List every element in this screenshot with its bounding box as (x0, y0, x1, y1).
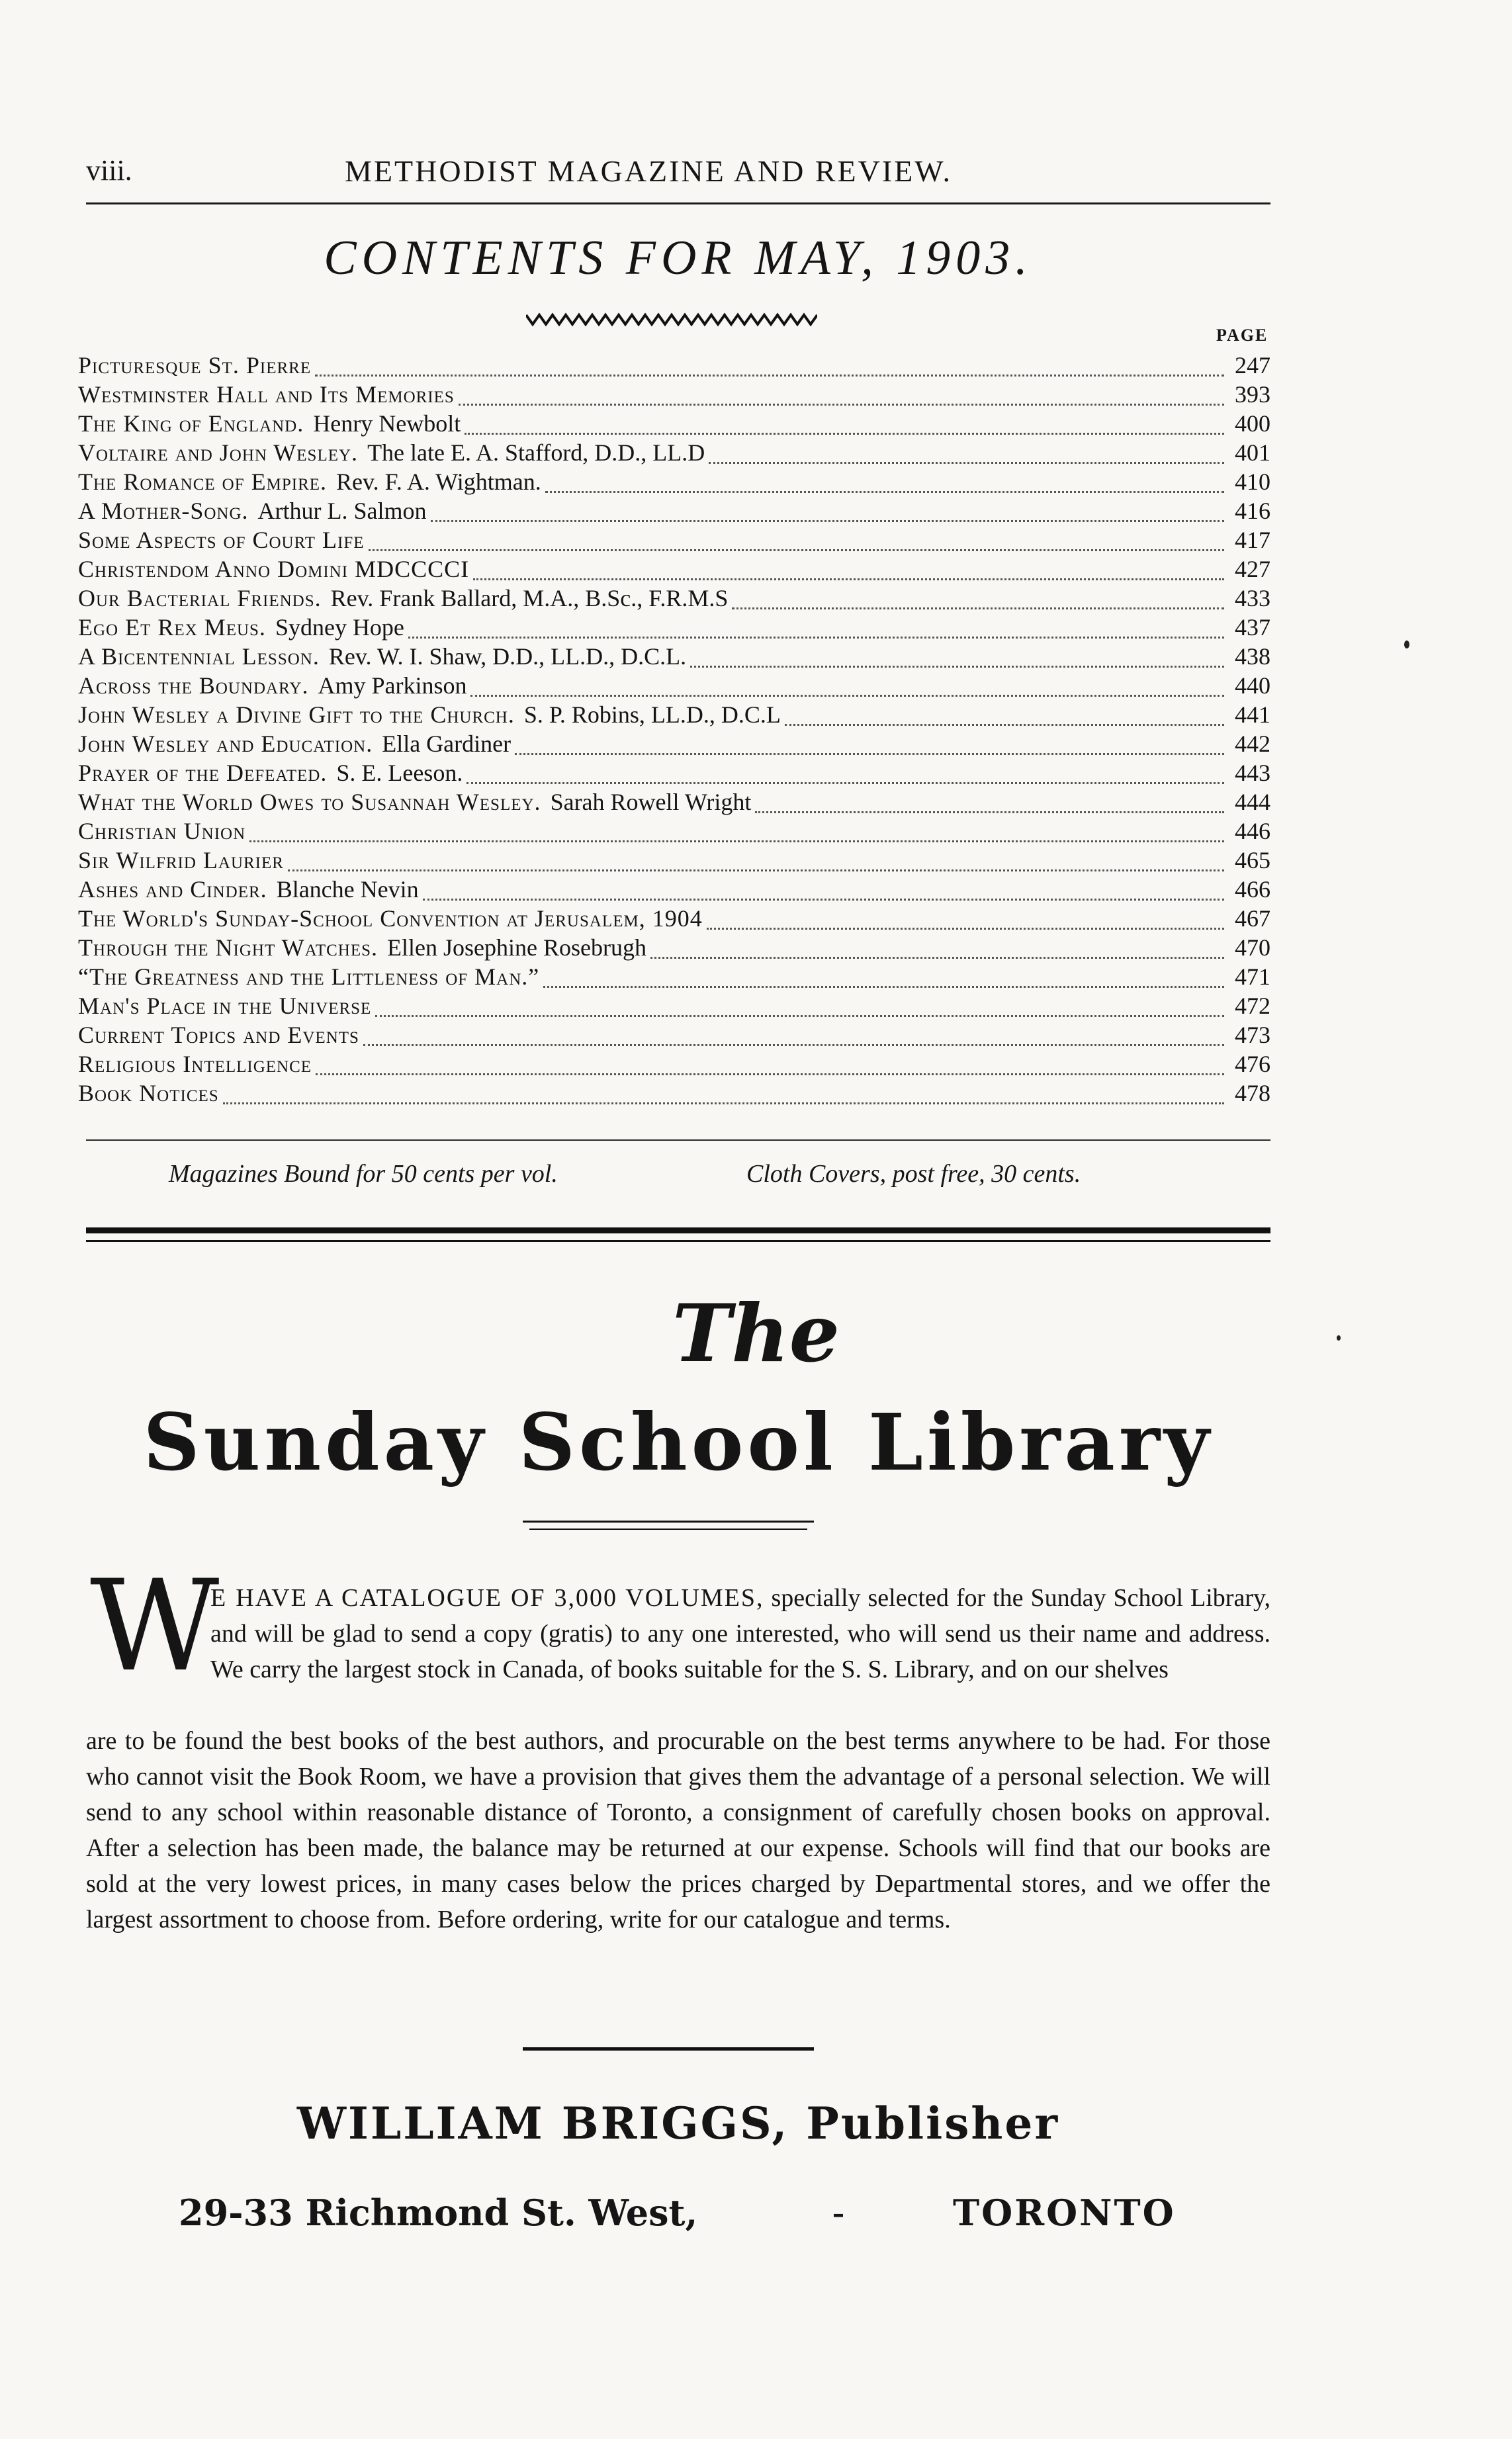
entry-title: What the World Owes to Susannah Wesley. (78, 789, 541, 815)
contents-list (78, 351, 1270, 1108)
advert-title-rule-thin (529, 1529, 807, 1530)
advert-the: The (672, 1287, 840, 1380)
entry-title: Christian Union (78, 818, 246, 844)
entry-page: 443 (1235, 760, 1270, 786)
contents-entry (78, 613, 1270, 642)
leader-dots (431, 511, 1224, 522)
contents-entry (78, 351, 1270, 380)
contents-entry (78, 875, 1270, 904)
print-speck (1337, 1335, 1341, 1341)
advert-body-indented (210, 1580, 1270, 1687)
leader-dots (470, 686, 1224, 697)
entry-title: John Wesley and Education. (78, 731, 373, 757)
entry-author: Ella Gardiner (382, 731, 511, 757)
contents-title: CONTENTS FOR MAY, 1903. (324, 231, 1033, 285)
section-divider-thick (86, 1227, 1270, 1233)
header-rule (86, 202, 1270, 204)
entry-title: Religious Intelligence (78, 1051, 312, 1077)
entry-title: The World's Sunday-School Convention at Jerusalem, 1904 (78, 905, 703, 932)
contents-entry (78, 642, 1270, 671)
contents-entry (78, 1079, 1270, 1108)
contents-entry (78, 380, 1270, 409)
entry-title: Voltaire and John Wesley. (78, 439, 359, 466)
entry-page: 393 (1235, 381, 1270, 408)
leader-dots (785, 715, 1224, 726)
entry-title: Book Notices (78, 1080, 219, 1106)
cloth-covers-note: Cloth Covers, post free, 30 cents. (746, 1160, 1081, 1188)
ornamental-wavy-rule (526, 310, 817, 330)
entry-title: A Mother-Song. (78, 498, 249, 524)
contents-entry (78, 1049, 1270, 1079)
entry-title: Some Aspects of Court Life (78, 527, 365, 553)
contents-entry (78, 1020, 1270, 1049)
entry-author: Rev. Frank Ballard, M.A., B.Sc., F.R.M.S (330, 585, 729, 611)
contents-entry (78, 438, 1270, 467)
entry-author: Sydney Hope (275, 614, 404, 641)
entry-title: Current Topics and Events (78, 1022, 359, 1048)
contents-entry (78, 496, 1270, 525)
entry-page: 433 (1235, 585, 1270, 611)
advert-body-full: are to be found the best books of the best authors, and procurable on the best terms anywhere to be had. For those who cannot visit the Book Room, we have a provision that gives them the advantage of a personal selection. We will send to any school within reasonable distance of Toronto, a consignment of carefully chosen books on approval. After a selection has been made, the balance may be returned at our expense. Schools will find that our books are sold at the very lowest prices, in many cases below the prices charged by Departmental stores, and we offer the largest assortment to choose from. Before ordering, write for our catalogue and terms. (86, 1727, 1270, 1933)
entry-page: 465 (1235, 847, 1270, 873)
signature-rule (523, 2047, 814, 2051)
entry-page: 444 (1235, 789, 1270, 815)
entry-page: 472 (1235, 993, 1270, 1019)
entry-title: Our Bacterial Friends. (78, 585, 322, 611)
leader-dots (223, 1093, 1224, 1104)
entry-page: 442 (1235, 731, 1270, 757)
entry-page: 476 (1235, 1051, 1270, 1077)
publisher-city: TORONTO (953, 2192, 1176, 2234)
entry-page: 441 (1235, 701, 1270, 728)
contents-entry (78, 729, 1270, 758)
leader-dots (467, 773, 1224, 784)
address-dash: - (832, 2192, 844, 2232)
entry-page: 440 (1235, 672, 1270, 699)
entry-page: 438 (1235, 643, 1270, 670)
leader-dots (369, 540, 1224, 551)
page-folio: viii. (86, 154, 132, 187)
leader-dots (408, 627, 1224, 639)
contents-entry (78, 467, 1270, 496)
entry-title: Across the Boundary. (78, 672, 309, 699)
advert-lead: E HAVE A CATALOGUE OF 3,000 VOLUMES, (210, 1584, 764, 1612)
leader-dots (473, 569, 1224, 580)
entry-title: Picturesque St. Pierre (78, 352, 312, 378)
leader-dots (545, 482, 1224, 493)
leader-dots (543, 977, 1224, 988)
entry-title: John Wesley a Divine Gift to the Church. (78, 701, 515, 728)
drop-cap: W (90, 1553, 220, 1699)
entry-title: Sir Wilfrid Laurier (78, 847, 284, 873)
entry-page: 478 (1235, 1080, 1270, 1106)
entry-title: The King of England. (78, 410, 304, 437)
print-speck (1404, 641, 1409, 648)
entry-page: 446 (1235, 818, 1270, 844)
contents-entry (78, 817, 1270, 846)
section-divider-thin (86, 1240, 1270, 1242)
entry-title: Ego Et Rex Meus. (78, 614, 266, 641)
leader-dots (709, 453, 1224, 464)
contents-entry (78, 584, 1270, 613)
entry-page: 416 (1235, 498, 1270, 524)
entry-page: 410 (1235, 468, 1270, 495)
entry-title: Westminster Hall and Its Memories (78, 381, 455, 408)
entry-title: Ashes and Cinder. (78, 876, 267, 903)
leader-dots (375, 1006, 1224, 1017)
contents-entry (78, 525, 1270, 554)
contents-entry (78, 991, 1270, 1020)
contents-entry (78, 409, 1270, 438)
entry-author: The late E. A. Stafford, D.D., LL.D (367, 439, 705, 466)
entry-page: 467 (1235, 905, 1270, 932)
leader-dots (249, 831, 1224, 842)
entry-author: Sarah Rowell Wright (550, 789, 752, 815)
contents-entry (78, 962, 1270, 991)
publisher-name: WILLIAM BRIGGS, Publisher (296, 2098, 1060, 2149)
contents-entry (78, 758, 1270, 787)
contents-entry (78, 787, 1270, 817)
entry-page: 473 (1235, 1022, 1270, 1048)
entry-page: 470 (1235, 934, 1270, 961)
entry-author: Rev. F. A. Wightman. (336, 468, 541, 495)
advert-title: Sunday School Library (143, 1396, 1214, 1488)
leader-dots (316, 1064, 1224, 1075)
leader-dots (650, 948, 1224, 959)
advert-title-rule (523, 1521, 814, 1523)
binding-note: Magazines Bound for 50 cents per vol. (169, 1160, 558, 1188)
leader-dots (423, 889, 1224, 901)
leader-dots (465, 423, 1224, 435)
contents-entry (78, 904, 1270, 933)
leader-dots (363, 1035, 1224, 1046)
entry-page: 247 (1235, 352, 1270, 378)
entry-author: S. P. Robins, LL.D., D.C.L (523, 701, 781, 728)
page-column-label: PAGE (1216, 326, 1268, 345)
entry-title: Christendom Anno Domini MDCCCCI (78, 556, 470, 582)
contents-entry (78, 846, 1270, 875)
contents-entry (78, 671, 1270, 700)
leader-dots (755, 802, 1224, 813)
entry-page: 417 (1235, 527, 1270, 553)
entry-title: “The Greatness and the Littleness of Man.” (78, 963, 540, 990)
leader-dots (515, 744, 1224, 755)
entry-author: Arthur L. Salmon (257, 498, 427, 524)
entry-author: Rev. W. I. Shaw, D.D., LL.D., D.C.L. (328, 643, 687, 670)
entry-page: 400 (1235, 410, 1270, 437)
entry-author: Blanche Nevin (276, 876, 419, 903)
entry-page: 466 (1235, 876, 1270, 903)
leader-dots (315, 365, 1224, 377)
leader-dots (288, 860, 1224, 871)
entry-author: Amy Parkinson (318, 672, 467, 699)
entry-title: A Bicentennial Lesson. (78, 643, 320, 670)
contents-entry (78, 554, 1270, 584)
publisher-address: 29-33 Richmond St. West, (179, 2192, 698, 2234)
entry-page: 427 (1235, 556, 1270, 582)
entry-title: Prayer of the Defeated. (78, 760, 328, 786)
leader-dots (732, 598, 1224, 609)
entry-page: 401 (1235, 439, 1270, 466)
entry-author: S. E. Leeson. (336, 760, 463, 786)
leader-dots (707, 918, 1224, 930)
contents-entry (78, 933, 1270, 962)
entry-page: 471 (1235, 963, 1270, 990)
contents-entry (78, 700, 1270, 729)
entry-page: 437 (1235, 614, 1270, 641)
contents-bottom-rule (86, 1139, 1270, 1141)
leader-dots (459, 394, 1224, 406)
entry-title: Through the Night Watches. (78, 934, 378, 961)
entry-title: The Romance of Empire. (78, 468, 328, 495)
entry-author: Ellen Josephine Rosebrugh (387, 934, 646, 961)
leader-dots (690, 656, 1224, 668)
advert-body-indented-text: specially selected for the Sunday School Library, and will be glad to send a copy (gratis) to any one interested, who will send us their name and address. We carry the largest stock in Canada, of books suitable for the S. S. Library, and on our shelves (210, 1584, 1271, 1683)
entry-author: Henry Newbolt (313, 410, 461, 437)
entry-title: Man's Place in the Universe (78, 993, 372, 1019)
running-title: METHODIST MAGAZINE AND REVIEW. (345, 154, 952, 188)
